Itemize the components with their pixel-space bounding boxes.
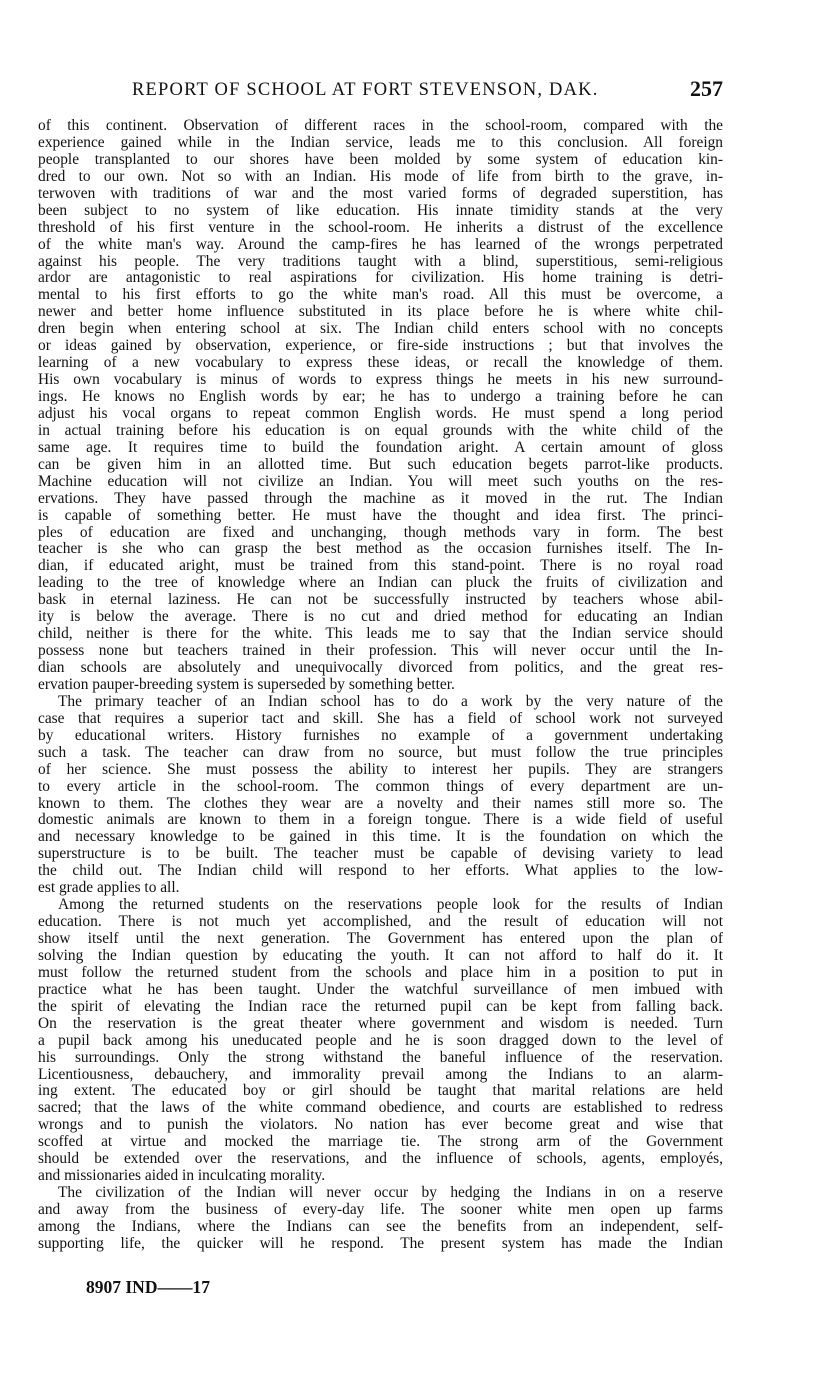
text-line: his surroundings. Only the strong withstand the baneful influence of the reservation. (38, 1049, 723, 1066)
text-line: est grade applies to all. (38, 880, 180, 897)
text-line: and away from the business of every-day life. The sooner white men open up farms (38, 1202, 723, 1218)
text-line: On the reservation is the great theater where government and wisdom is needed. Turn (38, 1015, 723, 1032)
text-line: The civilization of the Indian will never occur by hedging the Indians in on a reserve (58, 1185, 723, 1202)
text-line: teacher is she who can grasp the best method as the occasion furnishes itself. The In- (38, 541, 723, 558)
paragraph-2 (38, 694, 723, 897)
text-line: Licentiousness, debauchery, and immorality prevail among the Indians to an alarm- (38, 1066, 723, 1083)
signature-mark: 8907 IND——17 (86, 1277, 210, 1297)
text-line: ings. He knows no English words by ear; he has to undergo a training before he can (38, 389, 723, 405)
text-line: people transplanted to our shores have been molded by some system of education kin- (38, 151, 723, 168)
text-line: practice what he has been taught. Under the watchful surveillance of men imbued with (38, 981, 723, 998)
text-line: should be extended over the reservations, and the influence of schools, agents, employés, (38, 1151, 723, 1168)
running-head (38, 78, 723, 106)
text-line: dian, if educated aright, must be trained from this stand-point. There is no royal road (38, 558, 723, 575)
text-line: show itself until the next generation. The Government has entered upon the plan of (38, 931, 723, 947)
text-line: of her science. She must possess the ability to interest her pupils. They are strangers (38, 761, 723, 778)
text-line: can be given him in an allotted time. But such education begets parrot-like products. (38, 456, 723, 473)
text-line: in actual training before his education is on equal grounds with the white child of the (38, 422, 723, 439)
text-line: and missionaries aided in inculcating morality. (38, 1168, 326, 1185)
text-line: education. There is not much yet accomplished, and the result of education will not (38, 914, 723, 931)
text-line: and necessary knowledge to be gained in this time. It is the foundation on which the (38, 829, 723, 846)
text-line: the spirit of elevating the Indian race the returned pupil can be kept from falling back. (38, 998, 723, 1015)
body-text (38, 118, 723, 1253)
text-line: solving the Indian question by educating the youth. It can not afford to half do it. It (38, 947, 723, 964)
text-line: is capable of something better. He must have the thought and idea first. The princi- (38, 507, 723, 524)
text-line: a pupil back among his uneducated people and he is soon dragged down to the level of (38, 1032, 723, 1049)
text-line: scoffed at virtue and mocked the marriage tie. The strong arm of the Government (38, 1134, 723, 1151)
text-line: ervation pauper-breeding system is superseded by something better. (38, 676, 455, 693)
page-number: 257 (690, 76, 723, 101)
text-line: against his people. The very traditions taught with a blind, superstitious, semi-religious (38, 253, 723, 270)
text-line: by educational writers. History furnishes no example of a government undertaking (38, 727, 723, 744)
text-line: the child out. The Indian child will respond to her efforts. What applies to the low- (38, 863, 723, 880)
text-line: of this continent. Observation of different races in the school-room, compared with the (38, 118, 723, 134)
text-line: superstructure is to be built. The teacher must be capable of devising variety to lead (38, 846, 723, 863)
text-line: to every article in the school-room. The common things of every department are un- (38, 778, 723, 795)
text-line: dred to our own. Not so with an Indian. His mode of life from birth to the grave, in- (38, 168, 723, 185)
text-line: bask in eternal laziness. He can not be successfully instructed by teachers whose abil- (38, 592, 723, 609)
text-line: same age. It requires time to build the foundation aright. A certain amount of gloss (38, 439, 723, 456)
text-line: ardor are antagonistic to real aspirations for civilization. His home training is detri- (38, 270, 723, 287)
text-line: known to them. The clothes they wear are a novelty and their names still more so. The (38, 795, 723, 812)
text-line: experience gained while in the Indian service, leads me to this conclusion. All foreign (38, 134, 723, 151)
text-line: ervations. They have passed through the machine as it moved in the rut. The Indian (38, 490, 723, 507)
text-line: wrongs and to punish the violators. No nation has ever become great and wise that (38, 1117, 723, 1134)
text-line: ples of education are fixed and unchanging, though methods vary in form. The best (38, 524, 723, 541)
text-line: The primary teacher of an Indian school has to do a work by the very nature of the (58, 693, 723, 710)
text-line: among the Indians, where the Indians can see the benefits from an independent, self- (38, 1218, 723, 1235)
text-line: threshold of his first venture in the school-room. He inherits a distrust of the excellence (38, 219, 723, 236)
text-line: or ideas gained by observation, experience, or fire-side instructions ; but that involves the (38, 338, 723, 355)
text-line: Among the returned students on the reservations people look for the results of Indian (58, 897, 723, 914)
text-line: dian schools are absolutely and unequivocally divorced from politics, and the great res- (38, 660, 723, 676)
text-line: leading to the tree of knowledge where an Indian can pluck the fruits of civilization and (38, 575, 723, 592)
text-line: newer and better home influence substituted in its place before he is where white chil- (38, 304, 723, 321)
text-line: mental to his first efforts to go the white man's road. All this must be overcome, a (38, 287, 723, 304)
running-title: REPORT OF SCHOOL AT FORT STEVENSON, DAK. (132, 80, 599, 100)
text-line: must follow the returned student from the schools and place him in a position to put in (38, 964, 723, 981)
text-line: Machine education will not civilize an Indian. You will meet such youths on the res- (38, 473, 723, 490)
text-line: child, neither is there for the white. This leads me to say that the Indian service should (38, 626, 723, 643)
text-line: ing extent. The educated boy or girl should be taught that marital relations are held (38, 1083, 723, 1100)
text-line: His own vocabulary is minus of words to express things he meets in his new surround- (38, 372, 723, 389)
text-line: adjust his vocal organs to repeat common English words. He must spend a long period (38, 405, 723, 422)
text-line: sacred; that the laws of the white command obedience, and courts are established to redress (38, 1100, 723, 1117)
text-line: dren begin when entering school at six. The Indian child enters school with no concepts (38, 321, 723, 338)
text-line: case that requires a superior tact and skill. She has a field of school work not surveyed (38, 710, 723, 727)
paragraph-4 (38, 1185, 723, 1253)
text-line: such a task. The teacher can draw from no source, but must follow the true principles (38, 744, 723, 761)
paragraph-1 (38, 118, 723, 694)
text-line: learning of a new vocabulary to express these ideas, or recall the knowledge of them. (38, 355, 723, 372)
text-line: of the white man's way. Around the camp-fires he has learned of the wrongs perpetrated (38, 236, 723, 253)
text-line: terwoven with traditions of war and the most varied forms of degraded superstition, has (38, 185, 723, 202)
text-line: ity is below the average. There is no cut and dried method for educating an Indian (38, 609, 723, 626)
text-line: supporting life, the quicker will he respond. The present system has made the Indian (38, 1235, 723, 1252)
paragraph-3 (38, 897, 723, 1185)
text-line: possess none but teachers trained in their profession. This will never occur until the In- (38, 643, 723, 660)
text-line: domestic animals are known to them in a foreign tongue. There is a wide field of useful (38, 812, 723, 829)
text-line: been subject to no system of like education. His innate timidity stands at the very (38, 202, 723, 219)
